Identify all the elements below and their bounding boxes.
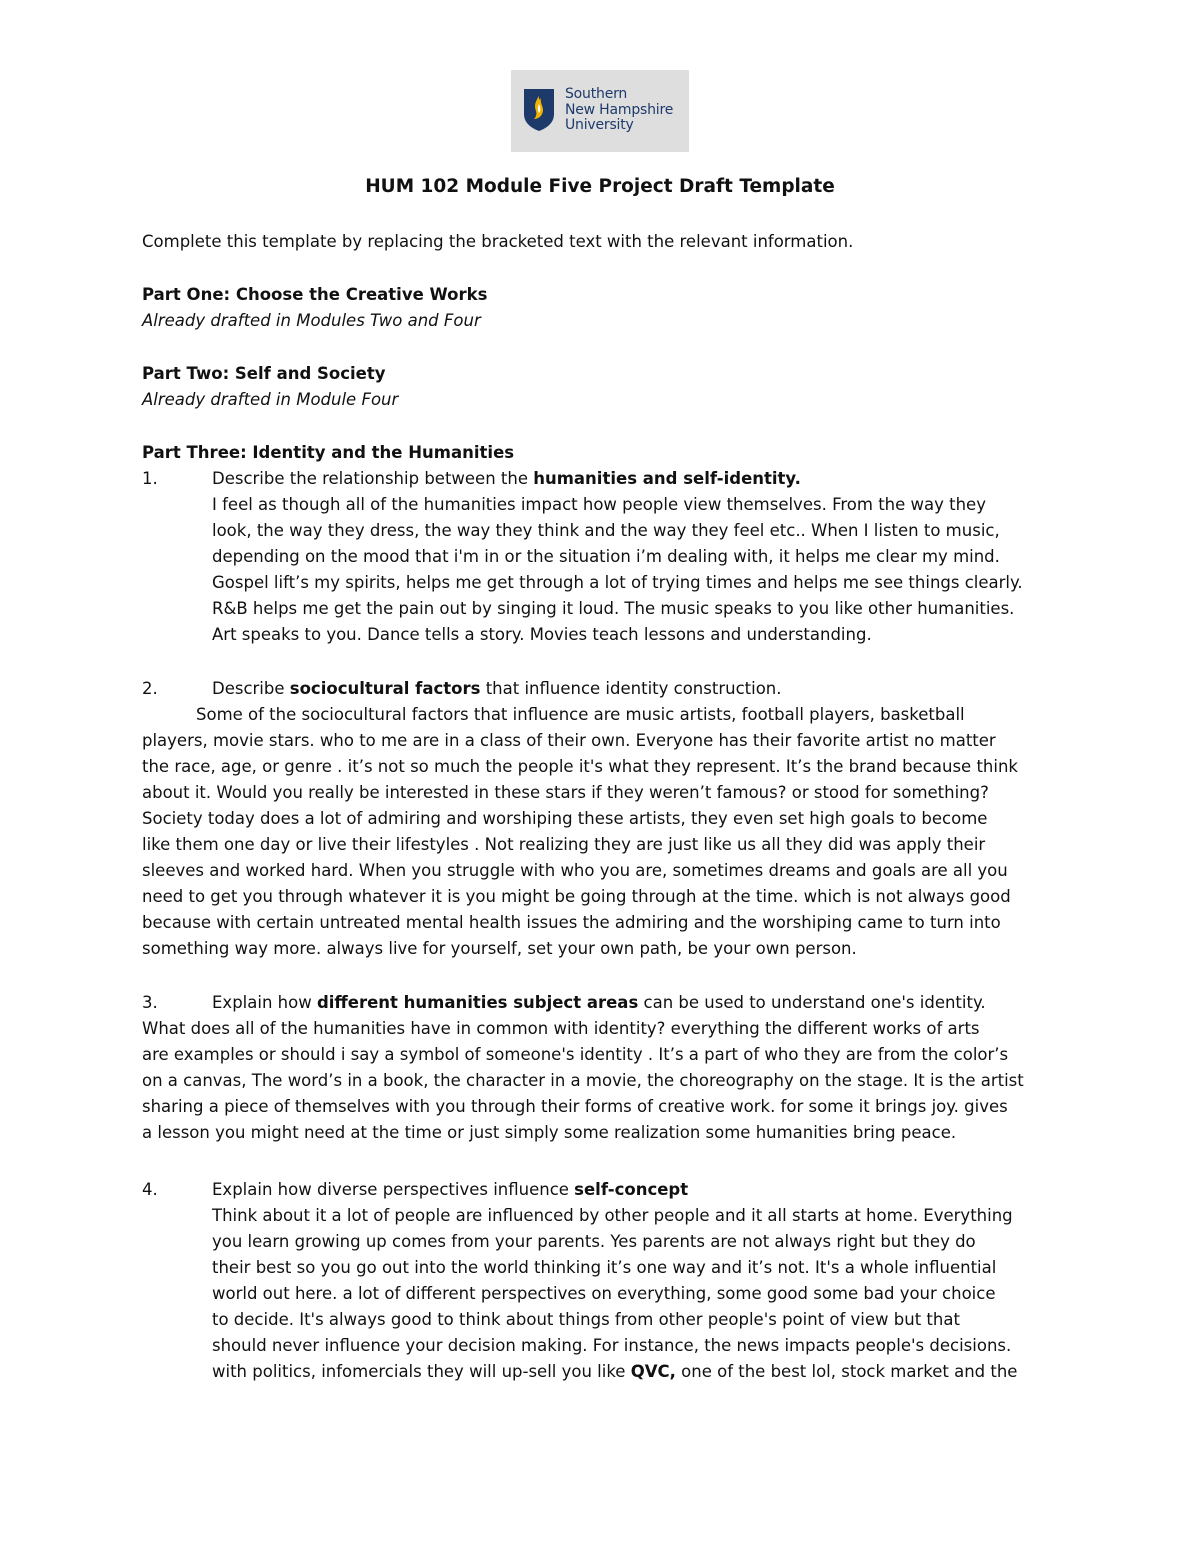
answer-1-line: look, the way they dress, the way they think and the way they feel etc.. When I listen to music, (212, 521, 1000, 540)
torch-shield-icon (523, 88, 555, 132)
answer-4-line: their best so you go out into the world thinking it’s one way and it’s not. It's a whole influential (212, 1258, 997, 1277)
question-4-prompt-emphasis: self-concept (574, 1180, 689, 1199)
question-4-prompt (212, 1177, 688, 1203)
answer-2-line: something way more. always live for yourself, set your own path, be your own person. (142, 939, 857, 958)
answer-1-line: I feel as though all of the humanities impact how people view themselves. From the way they (212, 495, 986, 514)
answer-3-line: sharing a piece of themselves with you through their forms of creative work. for some it brings joy. gives (142, 1097, 1008, 1116)
answer-4-line (212, 1359, 1017, 1385)
question-3-prompt-emphasis: different humanities subject areas (316, 993, 639, 1012)
answer-2-line: Some of the sociocultural factors that influence are music artists, football players, basketball (196, 705, 965, 724)
question-1-prompt-emphasis: humanities and self-identity. (533, 469, 801, 488)
logo-line-3: University (565, 117, 634, 133)
question-2-prompt (212, 676, 782, 702)
university-logo (511, 70, 689, 152)
answer-2-line: like them one day or live their lifestyles . Not realizing they are just like us all they did was apply their (142, 835, 986, 854)
question-4-prompt-text: Explain how diverse perspectives influence (212, 1180, 575, 1199)
question-2-number: 2. (142, 679, 158, 698)
part-two-note: Already drafted in Module Four (142, 390, 399, 409)
question-1-prompt (212, 466, 801, 492)
answer-2-line: need to get you through whatever it is you might be going through at the time. which is not always good (142, 887, 1011, 906)
logo-line-2: New Hampshire (565, 101, 674, 118)
part-one-heading: Part One: Choose the Creative Works (142, 285, 488, 304)
question-4-number: 4. (142, 1180, 158, 1199)
answer-4-last-line-emphasis: QVC, (630, 1362, 676, 1381)
question-1-number: 1. (142, 469, 158, 488)
question-1-prompt-text: Describe the relationship between the (212, 469, 534, 488)
answer-4-last-line-text: with politics, infomercials they will up-sell you like (212, 1362, 631, 1381)
instructions: Complete this template by replacing the bracketed text with the relevant information. (142, 232, 854, 251)
document-title: HUM 102 Module Five Project Draft Template (365, 176, 835, 197)
answer-2-line: sleeves and worked hard. When you struggle with who you are, sometimes dreams and goals are all you (142, 861, 1008, 880)
question-2-prompt-emphasis: sociocultural factors (289, 679, 481, 698)
answer-2-line: about it. Would you really be interested in these stars if they weren’t famous? or stood for something? (142, 783, 989, 802)
part-one-note: Already drafted in Modules Two and Four (142, 311, 481, 330)
answer-3-line: are examples or should i say a symbol of someone's identity . It’s a part of who they are from the color’s (142, 1045, 1009, 1064)
question-3-prompt-tail: can be used to understand one's identity. (638, 993, 986, 1012)
question-3-number: 3. (142, 993, 158, 1012)
answer-1-line: Gospel lift’s my spirits, helps me get through a lot of trying times and helps me see things clearly. (212, 573, 1023, 592)
part-three-heading: Part Three: Identity and the Humanities (142, 443, 515, 462)
answer-3-line: a lesson you might need at the time or just simply some realization some humanities bring peace. (142, 1123, 957, 1142)
answer-2-line: players, movie stars. who to me are in a class of their own. Everyone has their favorite artist no matter (142, 731, 996, 750)
answer-4-line: to decide. It's always good to think about things from other people's point of view but that (212, 1310, 960, 1329)
answer-1-line: Art speaks to you. Dance tells a story. Movies teach lessons and understanding. (212, 625, 872, 644)
answer-2-line: because with certain untreated mental health issues the admiring and the worshiping came to turn into (142, 913, 1001, 932)
question-2-prompt-tail: that influence identity construction. (480, 679, 782, 698)
answer-1-line: depending on the mood that i'm in or the situation i’m dealing with, it helps me clear my mind. (212, 547, 1000, 566)
answer-4-line: should never influence your decision making. For instance, the news impacts people's decisions. (212, 1336, 1012, 1355)
answer-1-line: R&B helps me get the pain out by singing it loud. The music speaks to you like other humanities. (212, 599, 1015, 618)
answer-3-line: on a canvas, The word’s in a book, the character in a movie, the choreography on the stage. It is the artist (142, 1071, 1024, 1090)
question-2-prompt-text: Describe (212, 679, 290, 698)
part-two-heading: Part Two: Self and Society (142, 364, 386, 383)
answer-4-line: you learn growing up comes from your parents. Yes parents are not always right but they do (212, 1232, 976, 1251)
logo-wordmark (565, 87, 673, 134)
answer-2-line: the race, age, or genre . it’s not so much the people it's what they represent. It’s the brand because think (142, 757, 1018, 776)
answer-3-line: What does all of the humanities have in common with identity? everything the different works of arts (142, 1019, 980, 1038)
answer-4-line: Think about it a lot of people are influenced by other people and it all starts at home. Everything (212, 1206, 1013, 1225)
answer-4-last-line-tail: one of the best lol, stock market and the (675, 1362, 1018, 1381)
answer-2-line: Society today does a lot of admiring and worshiping these artists, they even set high goals to become (142, 809, 988, 828)
question-3-prompt (212, 990, 986, 1016)
answer-4-line: world out here. a lot of different perspectives on everything, some good some bad your choice (212, 1284, 996, 1303)
question-3-prompt-text: Explain how (212, 993, 317, 1012)
logo-line-1: Southern (565, 86, 628, 102)
